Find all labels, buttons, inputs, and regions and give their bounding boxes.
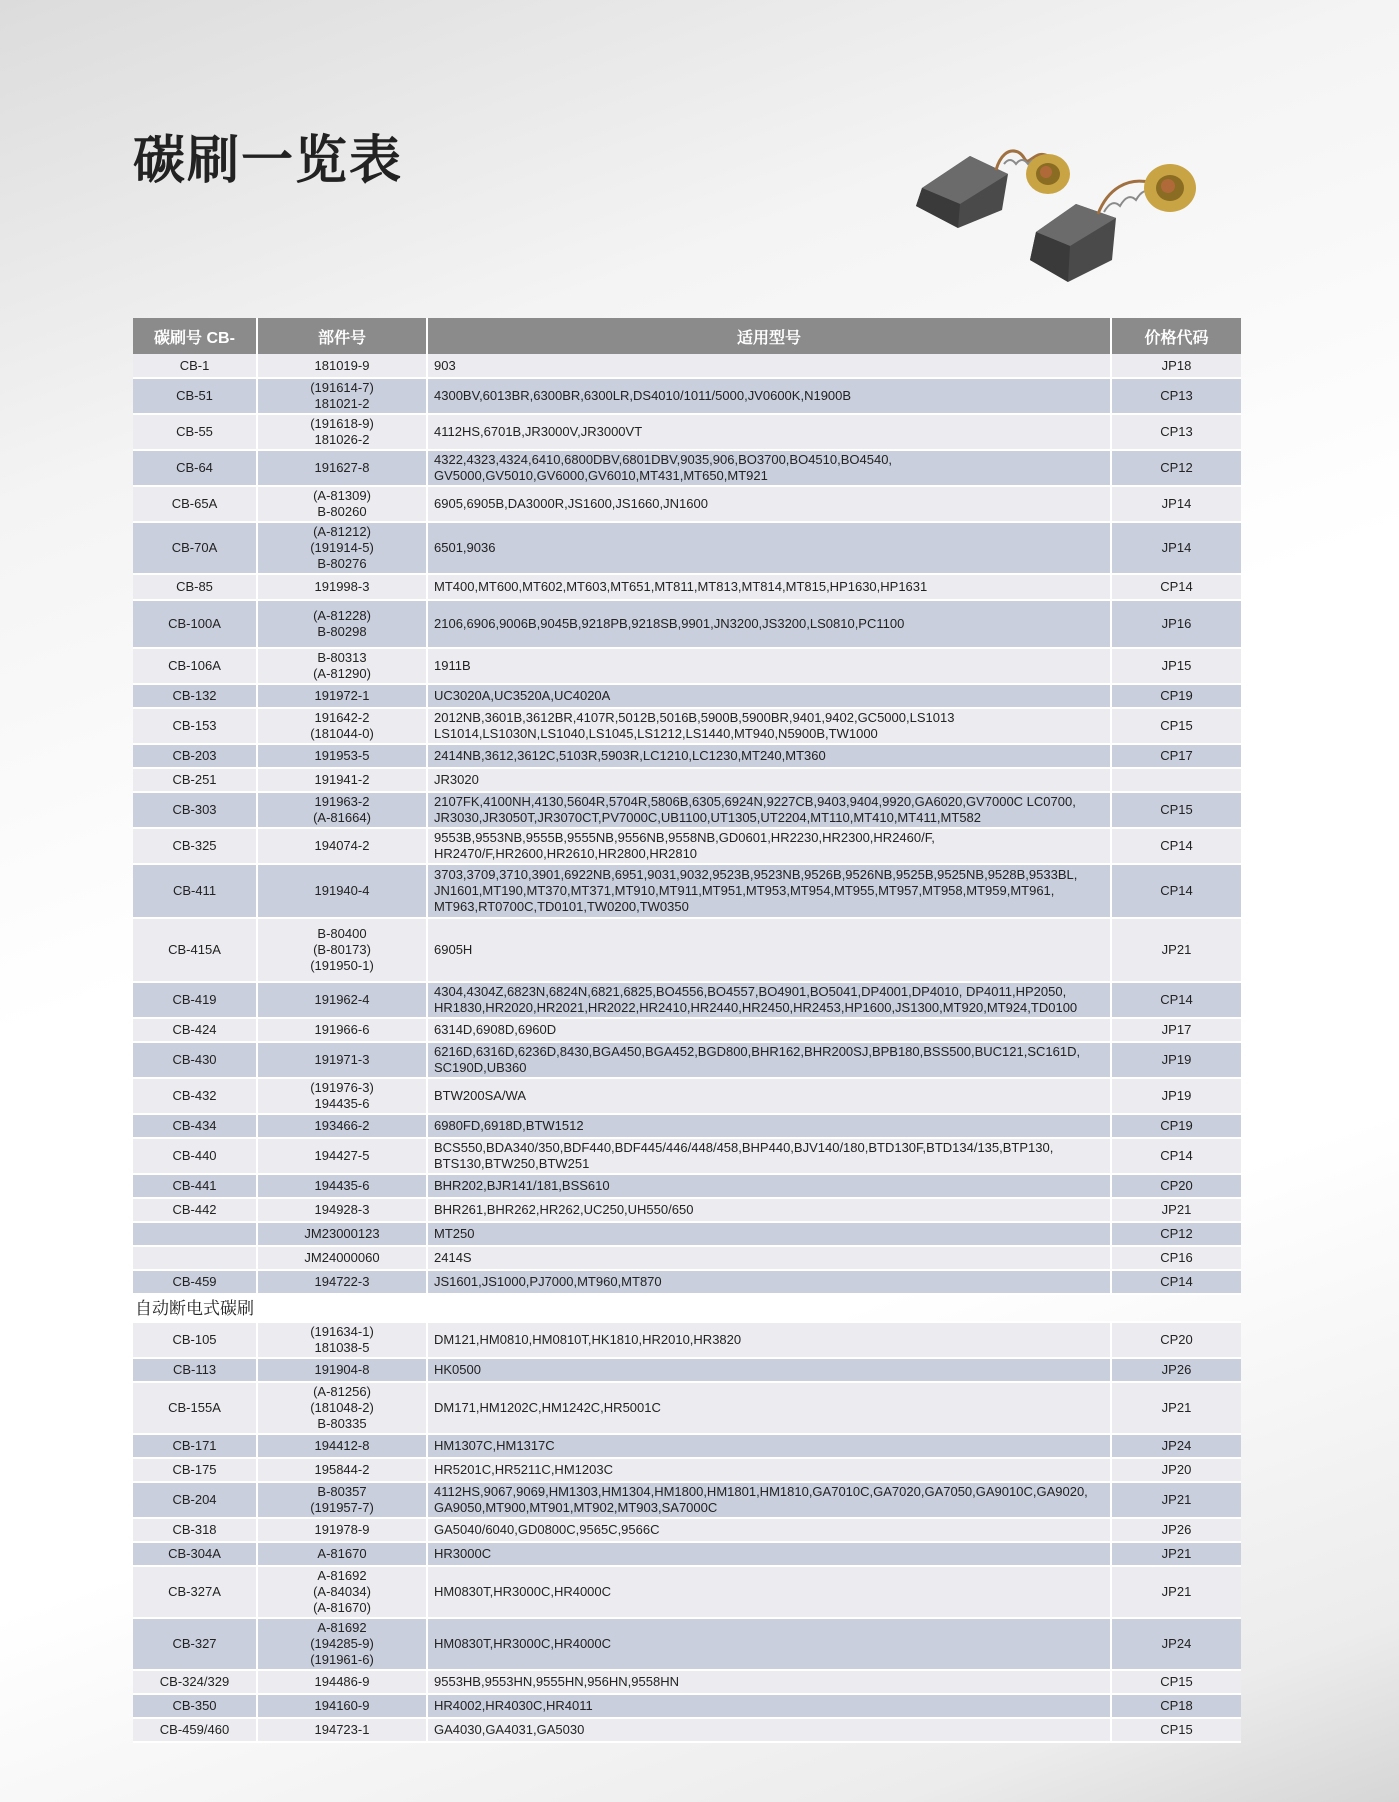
price-code-cell: JP14 <box>1111 486 1241 522</box>
brush-no-cell <box>133 1222 257 1246</box>
models-cell: 2106,6906,9006B,9045B,9218PB,9218SB,9901,JN3200,JS3200,LS0810,PC1100 <box>427 600 1111 648</box>
table-row <box>133 1270 1241 1294</box>
price-code-cell: CP14 <box>1111 574 1241 600</box>
price-code-cell: JP21 <box>1111 1382 1241 1434</box>
brush-no-cell: CB-85 <box>133 574 257 600</box>
models-cell: HR3000C <box>427 1542 1111 1566</box>
part-no-cell: 194722-3 <box>257 1270 427 1294</box>
models-cell: JS1601,JS1000,PJ7000,MT960,MT870 <box>427 1270 1111 1294</box>
table-body-auto-cutoff <box>133 1322 1241 1742</box>
price-code-cell: JP21 <box>1111 918 1241 982</box>
models-cell: 9553HB,9553HN,9555HN,956HN,9558HN <box>427 1670 1111 1694</box>
brush-no-cell: CB-171 <box>133 1434 257 1458</box>
table-row <box>133 1018 1241 1042</box>
table-row <box>133 1078 1241 1114</box>
models-cell: 9553B,9553NB,9555B,9555NB,9556NB,9558NB,GD0601,HR2230,HR2300,HR2460/F, HR2470/F,HR2600,HR2610,HR2800,HR2810 <box>427 828 1111 864</box>
brush-no-cell: CB-415A <box>133 918 257 982</box>
table-row <box>133 1246 1241 1270</box>
models-cell: 2414NB,3612,3612C,5103R,5903R,LC1210,LC1230,MT240,MT360 <box>427 744 1111 768</box>
price-code-cell: CP15 <box>1111 792 1241 828</box>
header-brush-no: 碳刷号 CB- <box>133 318 257 354</box>
table-row <box>133 792 1241 828</box>
price-code-cell: JP26 <box>1111 1358 1241 1382</box>
table-row <box>133 486 1241 522</box>
table-row <box>133 1114 1241 1138</box>
models-cell: HM0830T,HR3000C,HR4000C <box>427 1566 1111 1618</box>
models-cell: 2012NB,3601B,3612BR,4107R,5012B,5016B,5900B,5900BR,9401,9402,GC5000,LS1013 LS1014,LS1030N,LS1040,LS1045,LS1212,LS1440,MT940,N5900B,TW1000 <box>427 708 1111 744</box>
table-body-standard <box>133 354 1241 1294</box>
part-no-cell: 194928-3 <box>257 1198 427 1222</box>
part-no-cell: (A-81212) (191914-5) B-80276 <box>257 522 427 574</box>
part-no-cell: A-81692 (A-84034) (A-81670) <box>257 1566 427 1618</box>
part-no-cell: 191953-5 <box>257 744 427 768</box>
table-row <box>133 522 1241 574</box>
models-cell: 6980FD,6918D,BTW1512 <box>427 1114 1111 1138</box>
part-no-cell: JM24000060 <box>257 1246 427 1270</box>
price-code-cell: CP13 <box>1111 414 1241 450</box>
models-cell: HR4002,HR4030C,HR4011 <box>427 1694 1111 1718</box>
models-cell: 3703,3709,3710,3901,6922NB,6951,9031,9032,9523B,9523NB,9526B,9526NB,9525B,9525NB,9528B,9533BL, JN1601,MT190,MT370,MT371,MT910,MT911,MT951,MT953,MT954,MT955,MT957,MT958,MT959,MT961, MT963,RT0700C,TD0101,TW0200,TW0350 <box>427 864 1111 918</box>
table-row <box>133 1670 1241 1694</box>
part-no-cell: 191627-8 <box>257 450 427 486</box>
part-no-cell: 191904-8 <box>257 1358 427 1382</box>
table-row <box>133 1322 1241 1358</box>
models-cell: HM0830T,HR3000C,HR4000C <box>427 1618 1111 1670</box>
table-row <box>133 1482 1241 1518</box>
section-title: 自动断电式碳刷 <box>133 1294 1241 1322</box>
carbon-brush-table <box>133 318 1241 1743</box>
part-no-cell: (A-81256) (181048-2) B-80335 <box>257 1382 427 1434</box>
brush-no-cell: CB-434 <box>133 1114 257 1138</box>
carbon-brush-left <box>916 151 1070 228</box>
table-row <box>133 768 1241 792</box>
page-title: 碳刷一览表 <box>133 131 404 191</box>
models-cell: 4304,4304Z,6823N,6824N,6821,6825,BO4556,BO4557,BO4901,BO5041,DP4001,DP4010, DP4011,HP2050, HR1830,HR2020,HR2021,HR2022,HR2410,HR2440,HR2450,HR2453,HP1600,JS1300,MT920,MT924,TD0100 <box>427 982 1111 1018</box>
part-no-cell: 191941-2 <box>257 768 427 792</box>
price-code-cell: CP19 <box>1111 684 1241 708</box>
table-row <box>133 1198 1241 1222</box>
table-row <box>133 982 1241 1018</box>
price-code-cell: JP24 <box>1111 1618 1241 1670</box>
brush-no-cell: CB-327 <box>133 1618 257 1670</box>
price-code-cell: JP21 <box>1111 1482 1241 1518</box>
models-cell: 2414S <box>427 1246 1111 1270</box>
table-row <box>133 450 1241 486</box>
part-no-cell: B-80357 (191957-7) <box>257 1482 427 1518</box>
brush-no-cell: CB-303 <box>133 792 257 828</box>
price-code-cell: CP14 <box>1111 982 1241 1018</box>
brush-no-cell: CB-459/460 <box>133 1718 257 1742</box>
brush-no-cell: CB-51 <box>133 378 257 414</box>
part-no-cell: 191998-3 <box>257 574 427 600</box>
table-row <box>133 864 1241 918</box>
table-row <box>133 574 1241 600</box>
table-row <box>133 1618 1241 1670</box>
brush-no-cell: CB-327A <box>133 1566 257 1618</box>
models-cell: MT250 <box>427 1222 1111 1246</box>
price-code-cell: JP16 <box>1111 600 1241 648</box>
brush-no-cell: CB-324/329 <box>133 1670 257 1694</box>
models-cell: UC3020A,UC3520A,UC4020A <box>427 684 1111 708</box>
header-part-no: 部件号 <box>257 318 427 354</box>
header-models: 适用型号 <box>427 318 1111 354</box>
price-code-cell: CP14 <box>1111 828 1241 864</box>
brush-no-cell <box>133 1246 257 1270</box>
part-no-cell: 194723-1 <box>257 1718 427 1742</box>
part-no-cell: (191634-1) 181038-5 <box>257 1322 427 1358</box>
brush-no-cell: CB-430 <box>133 1042 257 1078</box>
price-code-cell: CP17 <box>1111 744 1241 768</box>
models-cell: 6905H <box>427 918 1111 982</box>
brush-no-cell: CB-65A <box>133 486 257 522</box>
brush-no-cell: CB-153 <box>133 708 257 744</box>
price-code-cell: JP14 <box>1111 522 1241 574</box>
part-no-cell: 191978-9 <box>257 1518 427 1542</box>
brush-no-cell: CB-64 <box>133 450 257 486</box>
table-row <box>133 1222 1241 1246</box>
models-cell: 6501,9036 <box>427 522 1111 574</box>
price-code-cell: CP15 <box>1111 1670 1241 1694</box>
models-cell: 4322,4323,4324,6410,6800DBV,6801DBV,9035,906,BO3700,BO4510,BO4540, GV5000,GV5010,GV6000,GV6010,MT431,MT650,MT921 <box>427 450 1111 486</box>
models-cell: BTW200SA/WA <box>427 1078 1111 1114</box>
brush-no-cell: CB-55 <box>133 414 257 450</box>
brush-no-cell: CB-132 <box>133 684 257 708</box>
brush-no-cell: CB-175 <box>133 1458 257 1482</box>
part-no-cell: 181019-9 <box>257 354 427 378</box>
brush-no-cell: CB-432 <box>133 1078 257 1114</box>
price-code-cell: JP17 <box>1111 1018 1241 1042</box>
price-code-cell: CP14 <box>1111 1270 1241 1294</box>
brush-no-cell: CB-204 <box>133 1482 257 1518</box>
table-row <box>133 708 1241 744</box>
models-cell: 1911B <box>427 648 1111 684</box>
part-no-cell: 191940-4 <box>257 864 427 918</box>
price-code-cell: JP15 <box>1111 648 1241 684</box>
models-cell: 4300BV,6013BR,6300BR,6300LR,DS4010/1011/5000,JV0600K,N1900B <box>427 378 1111 414</box>
part-no-cell: 194074-2 <box>257 828 427 864</box>
table-row <box>133 1542 1241 1566</box>
table-row <box>133 354 1241 378</box>
brush-no-cell: CB-100A <box>133 600 257 648</box>
part-no-cell: 191971-3 <box>257 1042 427 1078</box>
table-row <box>133 414 1241 450</box>
part-no-cell: A-81692 (194285-9) (191961-6) <box>257 1618 427 1670</box>
brush-no-cell: CB-105 <box>133 1322 257 1358</box>
part-no-cell: JM23000123 <box>257 1222 427 1246</box>
models-cell: BHR261,BHR262,HR262,UC250,UH550/650 <box>427 1198 1111 1222</box>
carbon-brush-photo <box>908 148 1218 286</box>
part-no-cell: (191614-7) 181021-2 <box>257 378 427 414</box>
price-code-cell: JP19 <box>1111 1042 1241 1078</box>
price-code-cell: CP14 <box>1111 1138 1241 1174</box>
price-code-cell: JP26 <box>1111 1518 1241 1542</box>
table-row <box>133 684 1241 708</box>
price-code-cell: CP20 <box>1111 1174 1241 1198</box>
part-no-cell: B-80313 (A-81290) <box>257 648 427 684</box>
models-cell: 4112HS,9067,9069,HM1303,HM1304,HM1800,HM1801,HM1810,GA7010C,GA7020,GA7050,GA9010C,GA9020, GA9050,MT900,MT901,MT902,MT903,SA7000C <box>427 1482 1111 1518</box>
price-code-cell: CP12 <box>1111 450 1241 486</box>
table-row <box>133 1694 1241 1718</box>
price-code-cell: CP14 <box>1111 864 1241 918</box>
brush-no-cell: CB-442 <box>133 1198 257 1222</box>
price-code-cell: CP16 <box>1111 1246 1241 1270</box>
part-no-cell: 194160-9 <box>257 1694 427 1718</box>
table-row <box>133 600 1241 648</box>
price-code-cell: JP18 <box>1111 354 1241 378</box>
part-no-cell: 194412-8 <box>257 1434 427 1458</box>
models-cell: HM1307C,HM1317C <box>427 1434 1111 1458</box>
models-cell: HK0500 <box>427 1358 1111 1382</box>
table-row <box>133 1382 1241 1434</box>
price-code-cell: JP21 <box>1111 1198 1241 1222</box>
price-code-cell: JP21 <box>1111 1566 1241 1618</box>
models-cell: BCS550,BDA340/350,BDF440,BDF445/446/448/458,BHP440,BJV140/180,BTD130F,BTD134/135,BTP130, BTS130,BTW250,BTW251 <box>427 1138 1111 1174</box>
brush-no-cell: CB-350 <box>133 1694 257 1718</box>
table-header-row <box>133 318 1241 354</box>
models-cell: 4112HS,6701B,JR3000V,JR3000VT <box>427 414 1111 450</box>
models-cell: 6905,6905B,DA3000R,JS1600,JS1660,JN1600 <box>427 486 1111 522</box>
models-cell: GA4030,GA4031,GA5030 <box>427 1718 1111 1742</box>
part-no-cell: 195844-2 <box>257 1458 427 1482</box>
price-code-cell: JP24 <box>1111 1434 1241 1458</box>
part-no-cell: 193466-2 <box>257 1114 427 1138</box>
models-cell: DM171,HM1202C,HM1242C,HR5001C <box>427 1382 1111 1434</box>
table-row <box>133 1138 1241 1174</box>
brush-no-cell: CB-325 <box>133 828 257 864</box>
brush-no-cell: CB-318 <box>133 1518 257 1542</box>
models-cell: 6216D,6316D,6236D,8430,BGA450,BGA452,BGD800,BHR162,BHR200SJ,BPB180,BSS500,BUC121,SC161D, SC190D,UB360 <box>427 1042 1111 1078</box>
brush-no-cell: CB-440 <box>133 1138 257 1174</box>
brush-no-cell: CB-424 <box>133 1018 257 1042</box>
part-no-cell: (A-81309) B-80260 <box>257 486 427 522</box>
price-code-cell: JP20 <box>1111 1458 1241 1482</box>
part-no-cell: 191642-2 (181044-0) <box>257 708 427 744</box>
table-row <box>133 648 1241 684</box>
brush-no-cell: CB-419 <box>133 982 257 1018</box>
table-row <box>133 1566 1241 1618</box>
table-row <box>133 918 1241 982</box>
price-code-cell: CP19 <box>1111 1114 1241 1138</box>
price-code-cell: CP13 <box>1111 378 1241 414</box>
part-no-cell: 194435-6 <box>257 1174 427 1198</box>
brush-no-cell: CB-203 <box>133 744 257 768</box>
section-row <box>133 1294 1241 1322</box>
price-code-cell <box>1111 768 1241 792</box>
part-no-cell: (191976-3) 194435-6 <box>257 1078 427 1114</box>
brush-no-cell: CB-411 <box>133 864 257 918</box>
table-section <box>133 1294 1241 1322</box>
header-price-code: 价格代码 <box>1111 318 1241 354</box>
brush-no-cell: CB-70A <box>133 522 257 574</box>
part-no-cell: A-81670 <box>257 1542 427 1566</box>
models-cell: 2107FK,4100NH,4130,5604R,5704R,5806B,6305,6924N,9227CB,9403,9404,9920,GA6020,GV7000C LC0700, JR3030,JR3050T,JR3070CT,PV7000C,UB1100,UT1305,UT2204,MT110,MT410,MT411,MT582 <box>427 792 1111 828</box>
price-code-cell: CP15 <box>1111 1718 1241 1742</box>
models-cell: DM121,HM0810,HM0810T,HK1810,HR2010,HR3820 <box>427 1322 1111 1358</box>
price-code-cell: CP12 <box>1111 1222 1241 1246</box>
part-no-cell: 194427-5 <box>257 1138 427 1174</box>
price-code-cell: CP15 <box>1111 708 1241 744</box>
price-code-cell: CP20 <box>1111 1322 1241 1358</box>
brush-no-cell: CB-113 <box>133 1358 257 1382</box>
table-row <box>133 378 1241 414</box>
models-cell: BHR202,BJR141/181,BSS610 <box>427 1174 1111 1198</box>
brush-no-cell: CB-304A <box>133 1542 257 1566</box>
brush-no-cell: CB-251 <box>133 768 257 792</box>
table-row <box>133 1042 1241 1078</box>
models-cell: 6314D,6908D,6960D <box>427 1018 1111 1042</box>
brush-no-cell: CB-459 <box>133 1270 257 1294</box>
table-row <box>133 1358 1241 1382</box>
part-no-cell: 194486-9 <box>257 1670 427 1694</box>
brush-no-cell: CB-1 <box>133 354 257 378</box>
table-row <box>133 1434 1241 1458</box>
part-no-cell: 191972-1 <box>257 684 427 708</box>
table-row <box>133 1718 1241 1742</box>
table-row <box>133 744 1241 768</box>
table-row <box>133 1458 1241 1482</box>
price-code-cell: JP19 <box>1111 1078 1241 1114</box>
part-no-cell: (A-81228) B-80298 <box>257 600 427 648</box>
price-code-cell: CP18 <box>1111 1694 1241 1718</box>
models-cell: JR3020 <box>427 768 1111 792</box>
part-no-cell: B-80400 (B-80173) (191950-1) <box>257 918 427 982</box>
models-cell: 903 <box>427 354 1111 378</box>
table-row <box>133 1174 1241 1198</box>
brush-no-cell: CB-106A <box>133 648 257 684</box>
table-row <box>133 1518 1241 1542</box>
part-no-cell: (191618-9) 181026-2 <box>257 414 427 450</box>
part-no-cell: 191963-2 (A-81664) <box>257 792 427 828</box>
models-cell: HR5201C,HR5211C,HM1203C <box>427 1458 1111 1482</box>
models-cell: MT400,MT600,MT602,MT603,MT651,MT811,MT813,MT814,MT815,HP1630,HP1631 <box>427 574 1111 600</box>
price-code-cell: JP21 <box>1111 1542 1241 1566</box>
table-row <box>133 828 1241 864</box>
part-no-cell: 191966-6 <box>257 1018 427 1042</box>
part-no-cell: 191962-4 <box>257 982 427 1018</box>
models-cell: GA5040/6040,GD0800C,9565C,9566C <box>427 1518 1111 1542</box>
brush-no-cell: CB-155A <box>133 1382 257 1434</box>
brush-no-cell: CB-441 <box>133 1174 257 1198</box>
